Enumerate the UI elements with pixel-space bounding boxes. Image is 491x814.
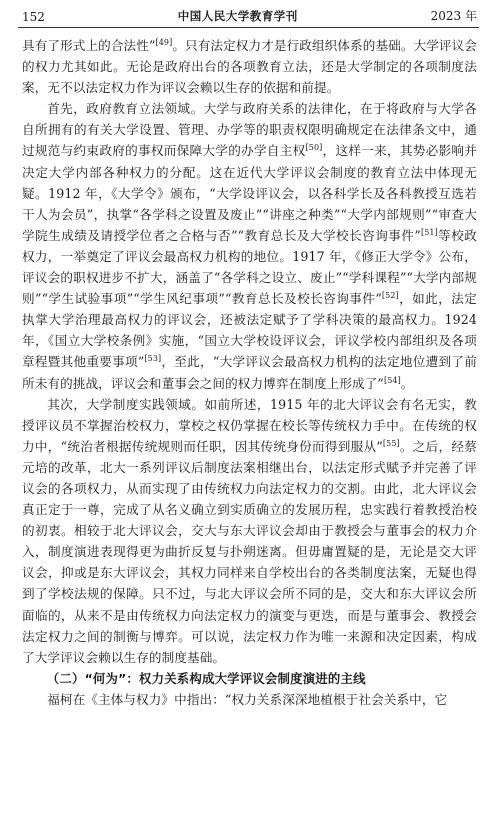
paragraph-text: 。只有法定权力才是行政组织体系的基础。大学评议会的权力尤其如此。无论是政府出台的各项教育立法，还是大学制定的各项制度法案，无不以法定权力作为评议会赖以生存的依据和前提。 <box>22 38 477 96</box>
paragraph <box>22 98 477 393</box>
paragraph-text: 具有了形式上的合法性” <box>22 38 156 53</box>
paragraph-text: 首先，政府教育立法领域。大学与政府关系的法律化，在于将政府与大学各自所拥有的有关大学设置、管理、办学等的职责权限明确规定在法律条文中，通过规范与约束政府的事权而保障大学的办学自主权 <box>22 101 477 159</box>
citation-ref: [49] <box>155 38 173 47</box>
paragraph <box>22 394 477 668</box>
journal-title: 中国人民大学教育学刊 <box>177 9 298 23</box>
citation-ref: [50] <box>305 143 323 153</box>
citation-ref: [55] <box>382 438 400 448</box>
paragraph-text: 其次，大学制度实践领域。如前所述，1915 年的北大评议会有名无实，教授评议员不掌握治校权力，掌校之权仍掌握在校长等传统权力手中。在传统的权力中，“统治者根据传统规则而任职，因其传统身份而得到服从” <box>22 396 477 454</box>
running-header <box>18 0 479 28</box>
citation-ref: [51] <box>420 227 438 237</box>
paragraph-text: ，这样一来，其势必影响并决定大学内部各种权力的分配。这在近代大学评议会制度的教育立法中体现无疑。1912 年，《大学令》颁布，“大学设评议会，以各科学长及各科教授互选若干人为会员”，执掌“各学科之设置及废止”“讲座之种类”“大学内部规则”“审查大学院生成绩及请授学位者之合格与否”“教育总长及大学校长咨询事件” <box>22 143 478 243</box>
citation-ref: [53] <box>144 354 162 364</box>
paragraph-text: 。之后，经蔡元培的改革，北大一系列评议后制度法案相继出台，以法定形式赋予并完善了评议会的各项权力，从而实现了由传统权力向法定权力的交割。由此，北大评议会真正定于一尊，完成了从名义确立到实质确立的发展历程，忠实践行着教授治校的初衷。相较于北大评议会，交大与东大评议会却由于教授会与董事会的权力介入，制度演进表现得更为曲折反复与扑朔迷离。但毋庸置疑的是，无论是交大评议会，抑或是东大评议会，其权力同样来自学校出台的各类制度法案，无疑也得到了学校法规的保障。只不过，与北大评议会所不同的是，交大和东大评议会所面临的，从来不是由传统权力向法定权力的演变与更迭，而是与董事会、教授会法定权力之间的制衡与博弈。可以说，法定权力作为唯一来源和决定因素，构成了大学评议会赖以生存的制度基础。 <box>22 438 477 665</box>
paragraph-text: ，至此，“大学评议会最高权力机构的法定地位遭到了前所未有的挑战，评议会和董事会之间的权力博弈在制度上形成了” <box>22 354 477 391</box>
citation-ref: [52] <box>381 291 399 301</box>
paragraph: 福柯在《主体与权力》中指出：“权力关系深深地植根于社会关系中，它 <box>47 691 448 707</box>
paragraph-text: 。 <box>400 375 414 391</box>
citation-ref: [54] <box>383 375 401 385</box>
paragraph <box>22 35 477 98</box>
page-number: 152 <box>22 10 45 24</box>
year: 2023 年 <box>430 9 477 23</box>
section-heading: （二）“何为”：权力关系构成大学评议会制度演进的主线 <box>46 670 366 686</box>
paragraph-text: 等校政权力，一举奠定了评议会最高权力机构的地位。1917 年，《修正大学令》公布，评议会的职权进步不扩大，涵盖了“各学科之设立、废止”“学科课程”“大学内部规则”“学生试验事项”“学生风纪事项”“教育总长及校长咨询事件” <box>22 227 478 307</box>
article-body <box>22 28 477 710</box>
paragraph-text: ，如此，法定执掌大学治理最高权力的评议会，还被法定赋予了学科决策的最高权力。1924 年，《国立大学校条例》实施，“国立大学校设评议会，评议学校内部组织及各项章程暨其他重要事项” <box>22 291 478 370</box>
